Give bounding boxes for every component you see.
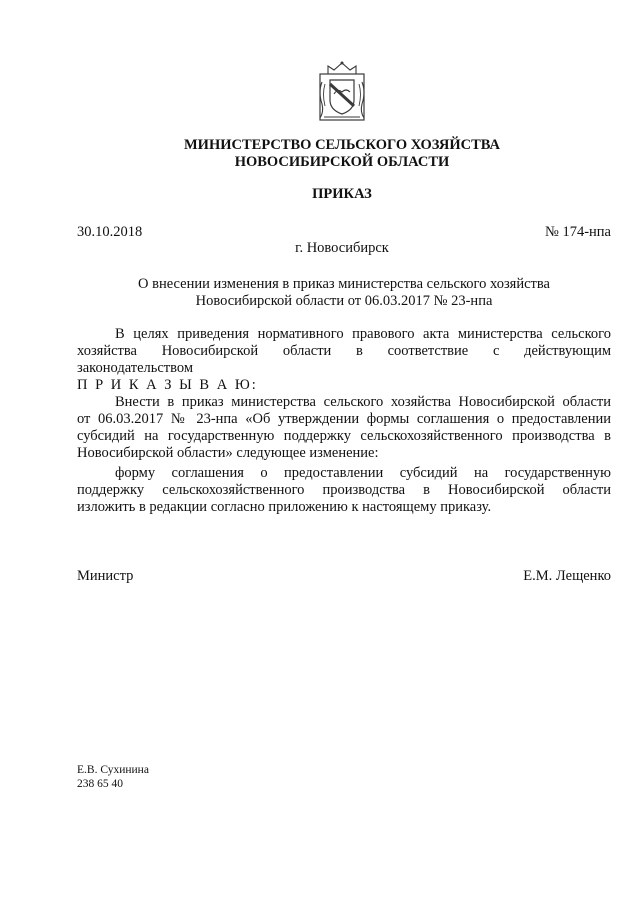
paragraph-line: Внести в приказ министерства сельского хозяйства Новосибирской области — [115, 394, 611, 410]
signer-title: Министр — [77, 568, 134, 584]
coat-of-arms-icon — [314, 60, 370, 122]
signer-name: Е.М. Лещенко — [523, 568, 611, 584]
paragraph-line: хозяйства Новосибирской области в соответствие с действующим — [77, 343, 611, 359]
paragraph-line: В целях приведения нормативного правового акта министерства сельского — [115, 326, 611, 342]
order-paragraph — [77, 394, 611, 462]
document-date: 30.10.2018 — [77, 224, 143, 240]
ministry-name-line1: МИНИСТЕРСТВО СЕЛЬСКОГО ХОЗЯЙСТВА — [184, 137, 500, 153]
executor-info — [77, 763, 149, 791]
document-subject — [77, 276, 611, 310]
order-word: П Р И К А З Ы В А Ю: — [77, 377, 258, 393]
preamble-paragraph — [77, 326, 611, 377]
document-number: № 174-нпа — [545, 224, 611, 240]
paragraph-line: субсидий на государственную поддержку сельскохозяйственного производства в — [77, 428, 611, 444]
executor-phone: 238 65 40 — [77, 778, 123, 790]
subject-line: О внесении изменения в приказ министерства сельского хозяйства — [138, 276, 550, 292]
executor-name: Е.В. Сухинина — [77, 764, 149, 776]
paragraph-line: от 06.03.2017 № 23-нпа «Об утверждении формы соглашения о предоставлении — [77, 411, 611, 427]
paragraph-line: поддержку сельскохозяйственного производства в Новосибирской области — [77, 482, 611, 498]
subject-line: Новосибирской области от 06.03.2017 № 23-нпа — [195, 293, 493, 309]
paragraph-line: Новосибирской области» следующее изменение: — [77, 445, 379, 461]
change-paragraph — [77, 465, 611, 516]
document-city: г. Новосибирск — [295, 240, 389, 256]
document-type: ПРИКАЗ — [312, 186, 372, 202]
paragraph-line: форму соглашения о предоставлении субсидий на государственную — [115, 465, 611, 481]
ministry-name-line2: НОВОСИБИРСКОЙ ОБЛАСТИ — [234, 154, 450, 170]
paragraph-line: изложить в редакции согласно приложению к настоящему приказу. — [77, 499, 492, 515]
paragraph-line: законодательством — [77, 360, 194, 376]
